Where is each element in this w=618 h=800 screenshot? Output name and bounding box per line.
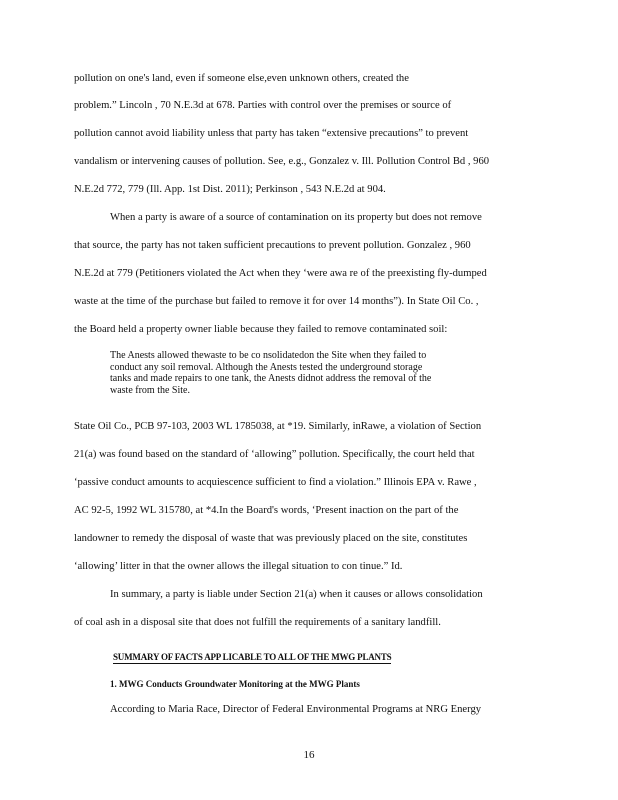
quote-line-2: conduct any soil removal. Although the Anests tested the underground storage (110, 361, 423, 373)
subsection-heading: 1. MWG Conducts Groundwater Monitoring at the MWG Plants (110, 679, 360, 689)
page-number: 16 (303, 749, 315, 761)
body-line-19: According to Maria Race, Director of Federal Environmental Programs at NRG Energy (110, 704, 482, 715)
body-line-11: State Oil Co., PCB 97-103, 2003 WL 1785038, at *19. Similarly, inRawe, a violation of Section (74, 421, 482, 432)
body-line-2: problem.” Lincoln , 70 N.E.3d at 678. Parties with control over the premises or source of (74, 100, 452, 111)
body-line-16: ‘allowing’ litter in that the owner allows the illegal situation to con tinue.” Id. (74, 561, 403, 572)
quote-line-3: tanks and made repairs to one tank, the Anests didnot address the removal of the (110, 373, 432, 384)
body-line-13: ‘passive conduct amounts to acquiescence sufficient to find a violation.” Illinois EPA v. Rawe , (74, 477, 477, 488)
body-line-6: When a party is aware of a source of contamination on its property but does not remove (110, 212, 482, 223)
body-line-4: vandalism or intervening causes of pollution. See, e.g., Gonzalez v. Ill. Pollution Control Bd , 960 (74, 156, 490, 167)
body-line-1: pollution on one's land, even if someone else,even unknown others, created the (74, 73, 409, 84)
section-heading (113, 651, 503, 663)
body-line-17: In summary, a party is liable under Section 21(a) when it causes or allows consolidation (110, 589, 483, 600)
body-line-12: 21(a) was found based on the standard of ‘allowing” pollution. Specifically, the court held that (74, 449, 475, 460)
body-line-14: AC 92-5, 1992 WL 315780, at *4.In the Board's words, ‘Present inaction on the part of the (74, 505, 459, 516)
body-line-3: pollution cannot avoid liability unless that party has taken “extensive precautions” to prevent (74, 128, 469, 139)
section-heading-text: SUMMARY OF FACTS APP LICABLE TO ALL OF THE MWG PLANTS (113, 652, 392, 662)
body-line-8: N.E.2d at 779 (Petitioners violated the Act when they ‘were awa re of the preexisting fly-dumped (74, 268, 487, 279)
quote-line-4: waste from the Site. (110, 384, 190, 396)
body-line-18: of coal ash in a disposal site that does not fulfill the requirements of a sanitary landfill. (74, 617, 441, 628)
body-line-15: landowner to remedy the disposal of waste that was previously placed on the site, constitutes (74, 533, 468, 544)
body-line-10: the Board held a property owner liable because they failed to remove contaminated soil: (74, 324, 448, 335)
quote-line-1: The Anests allowed thewaste to be co nsolidatedon the Site when they failed to (110, 350, 427, 361)
body-line-5: N.E.2d 772, 779 (Ill. App. 1st Dist. 2011); Perkinson , 543 N.E.2d at 904. (74, 184, 386, 195)
body-line-7: that source, the party has not taken sufficient precautions to prevent pollution. Gonzalez , 960 (74, 240, 471, 251)
body-line-9: waste at the time of the purchase but failed to remove it for over 14 months”). In State Oil Co. , (74, 296, 479, 307)
block-quote (110, 350, 500, 396)
